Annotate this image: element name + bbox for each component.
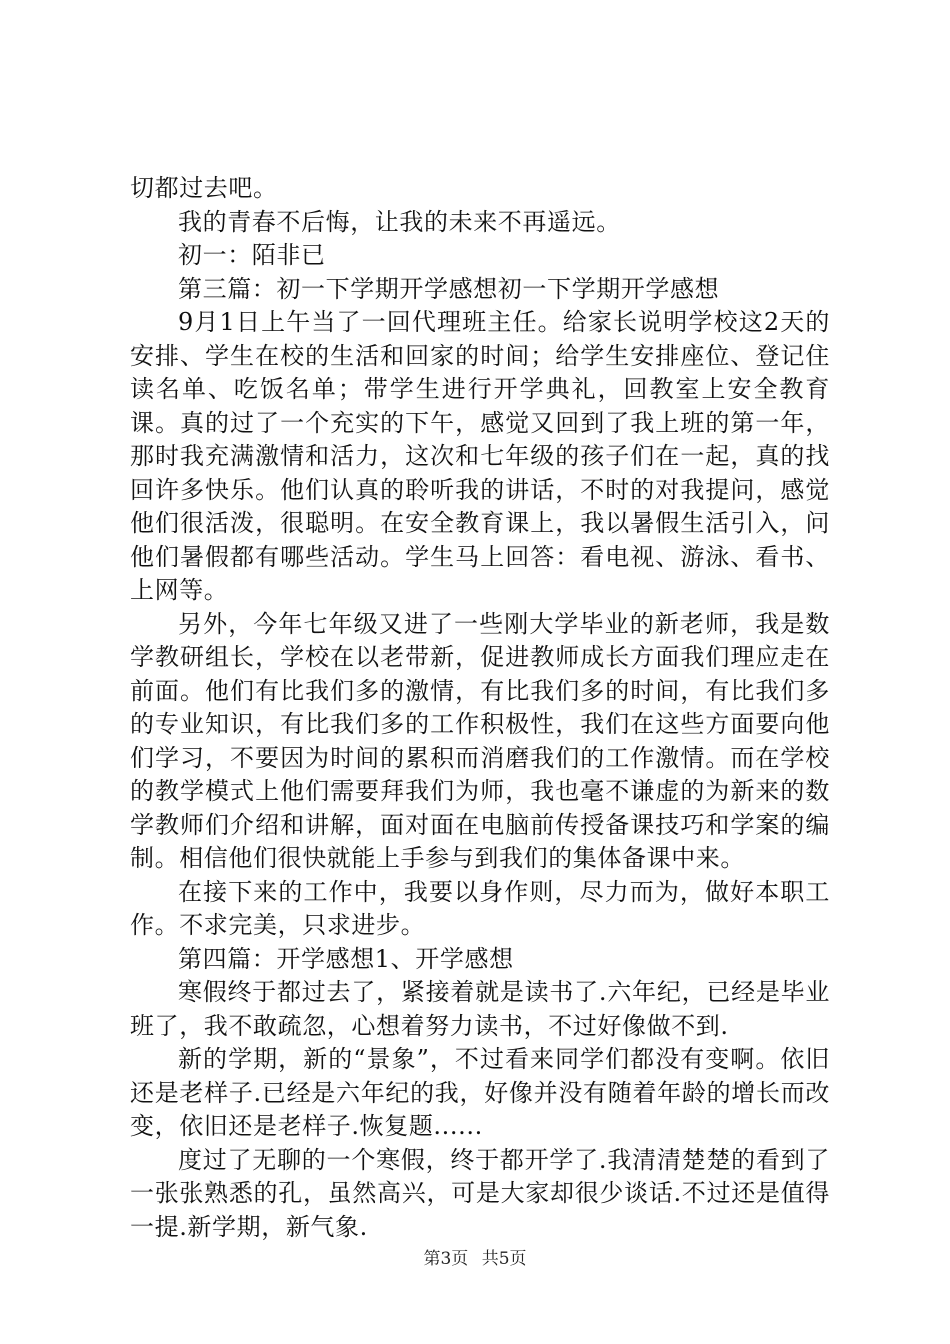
- paragraph: 切都过去吧。: [130, 174, 278, 202]
- section-heading: 第四篇：开学感想1、开学感想: [178, 944, 514, 973]
- page-footer: [0, 1244, 950, 1269]
- paragraph: 寒假终于都过去了，紧接着就是读书了.六年纪，已经是毕业班了，我不敢疏忽，心想着努力读书，不过好像做不到.: [130, 978, 830, 1040]
- paragraph: 新的学期，新的“景象”，不过看来同学们都没有变啊。依旧还是老样子.已经是六年纪的我，好像并没有随着年龄的增长而改变，依旧还是老样子.恢复题......: [130, 1045, 830, 1140]
- paragraph: 另外，今年七年级又进了一些刚大学毕业的新老师，我是数学教研组长，学校在以老带新，促进教师成长方面我们理应走在前面。他们有比我们多的激情，有比我们多的时间，有比我们多的专业知识，有比我们多的工作积极性，我们在这些方面要向他们学习，不要因为时间的累积而消磨我们的工作激情。而在学校的教学模式上他们需要拜我们为师，我也毫不谦虚的为新来的数学教师们介绍和讲解，面对面在电脑前传授备课技巧和学案的编制。相信他们很快就能上手参与到我们的集体备课中来。: [130, 609, 830, 872]
- page-number: 第3页: [423, 1249, 469, 1269]
- section-heading: 第三篇：初一下学期开学感想初一下学期开学感想: [178, 274, 720, 303]
- paragraph: 我的青春不后悔，让我的未来不再遥远。: [178, 207, 621, 236]
- page-total: 共5页: [481, 1249, 527, 1269]
- paragraph: 9月1日上午当了一回代理班主任。给家长说明学校这2天的安排、学生在校的生活和回家的时间；给学生安排座位、登记住读名单、吃饭名单；带学生进行开学典礼，回教室上安全教育课。真的过了一个充实的下午，感觉又回到了我上班的第一年，那时我充满激情和活力，这次和七年级的孩子们在一起，真的找回许多快乐。他们认真的聆听我的讲话，不时的对我提问，感觉他们很活泼，很聪明。在安全教育课上，我以暑假生活引入，问他们暑假都有哪些活动。学生马上回答：看电视、游泳、看书、上网等。: [130, 308, 830, 604]
- paragraph: 度过了无聊的一个寒假，终于都开学了.我清清楚楚的看到了一张张熟悉的孔，虽然高兴，可是大家却很少谈话.不过还是值得一提.新学期，新气象.: [130, 1145, 830, 1241]
- paragraph: 在接下来的工作中，我要以身作则，尽力而为，做好本职工作。不求完美，只求进步。: [130, 877, 830, 939]
- paragraph: 初一：陌非已: [178, 241, 326, 269]
- document-body: [130, 172, 830, 1244]
